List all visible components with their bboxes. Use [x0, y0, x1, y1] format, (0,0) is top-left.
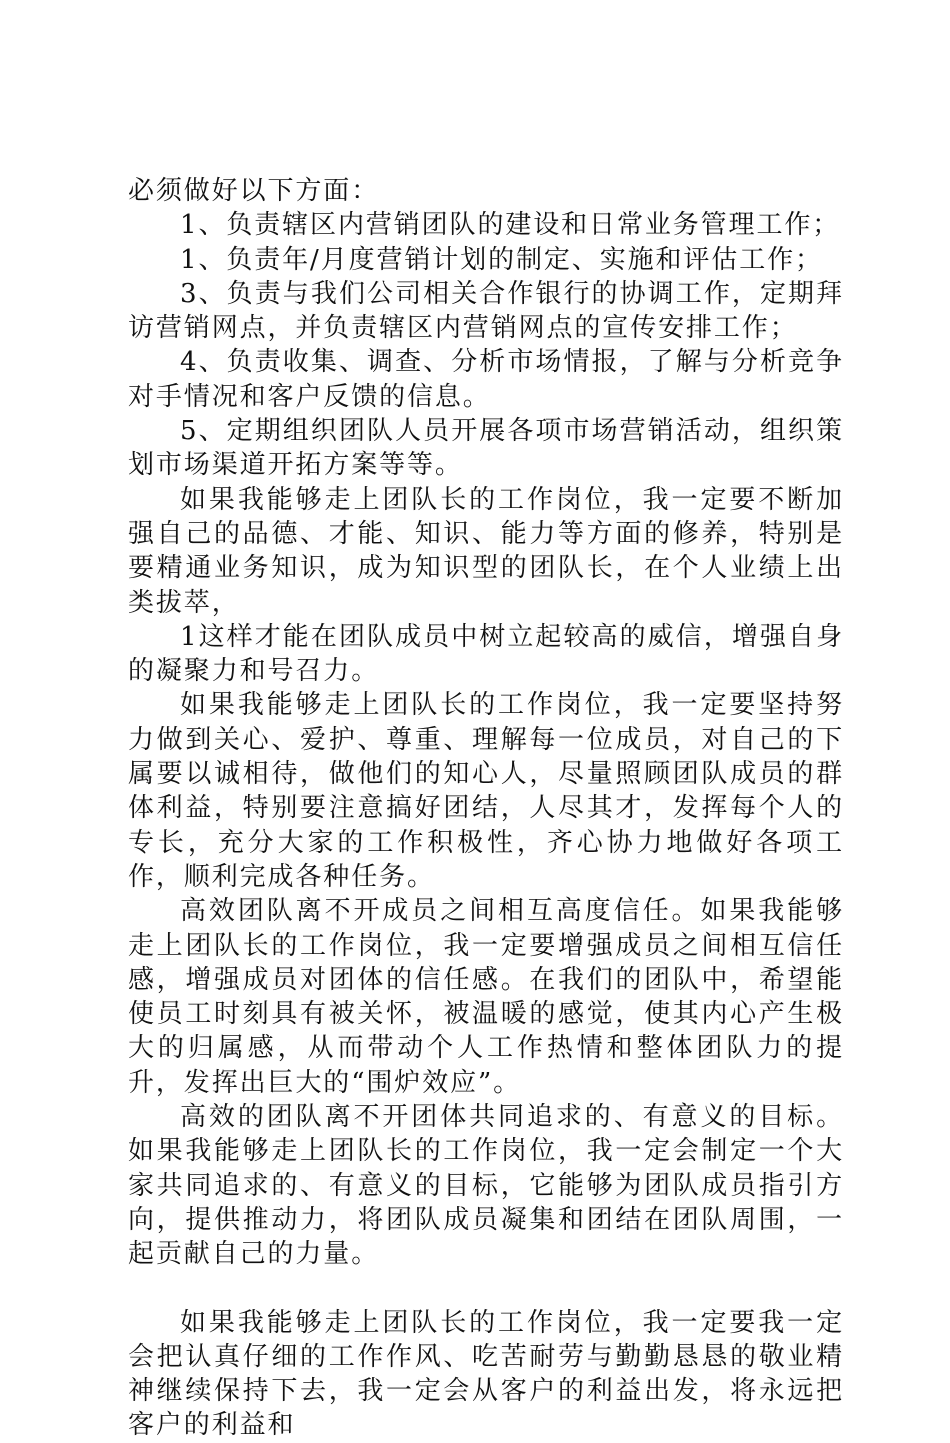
- paragraph-trust: 高效团队离不开成员之间相互高度信任。如果我能够走上团队长的工作岗位，我一定要增强成员之间相互信任感，增强成员对团体的信任感。在我们的团队中，希望能使员工时刻具有被关怀，被温暖的感觉，使其内心产生极大的归属感，从而带动个人工作热情和整体团队力的提升，发挥出巨大的“围炉效应”。: [128, 896, 844, 1098]
- paragraph-duty-5: 5、定期组织团队人员开展各项市场营销活动，组织策划市场渠道开拓方案等等。: [128, 416, 844, 481]
- paragraph-work-attitude: 如果我能够走上团队长的工作岗位，我一定要我一定会把认真仔细的工作作风、吃苦耐劳与勤勤恳恳的敬业精神继续保持下去，我一定会从客户的利益出发，将永远把客户的利益和: [128, 1307, 844, 1441]
- paragraph-intro: 必须做好以下方面：: [128, 176, 380, 206]
- paragraph-common-goal: 高效的团队离不开团体共同追求的、有意义的目标。如果我能够走上团队长的工作岗位，我一定会制定一个大家共同追求的、有意义的目标，它能够为团队成员指引方向，提供推动力，将团队成员凝集和团结在团队周围，一起贡献自己的力量。: [128, 1102, 844, 1270]
- paragraph-duty-3: 3、负责与我们公司相关合作银行的协调工作，定期拜访营销网点，并负责辖区内营销网点的宣传安排工作；: [128, 278, 844, 344]
- paragraph-spacer: [128, 1272, 844, 1306]
- paragraph-duty-2: 1、负责年/月度营销计划的制定、实施和评估工作；: [180, 244, 823, 275]
- paragraph-prestige: 1这样才能在团队成员中树立起较高的威信，增强自身的凝聚力和号召力。: [128, 621, 844, 687]
- paragraph-self-improvement: 如果我能够走上团队长的工作岗位，我一定要不断加强自己的品德、才能、知识、能力等方面的修养，特别是要精通业务知识，成为知识型的团队长，在个人业绩上出类拔萃，: [128, 484, 844, 618]
- paragraph-duty-1: 1、负责辖区内营销团队的建设和日常业务管理工作；: [180, 210, 841, 241]
- paragraph-care-for-members: 如果我能够走上团队长的工作岗位，我一定要坚持努力做到关心、爱护、尊重、理解每一位成员，对自己的下属要以诚相待，做他们的知心人，尽量照顾团队成员的群体利益，特别要注意搞好团结，人尽其才，发挥每个人的专长，充分大家的工作积极性，齐心协力地做好各项工作，顺利完成各种任务。: [128, 690, 844, 892]
- document-body: [128, 174, 844, 1443]
- paragraph-duty-4: 4、负责收集、调查、分析市场情报，了解与分析竞争对手情况和客户反馈的信息。: [128, 347, 844, 412]
